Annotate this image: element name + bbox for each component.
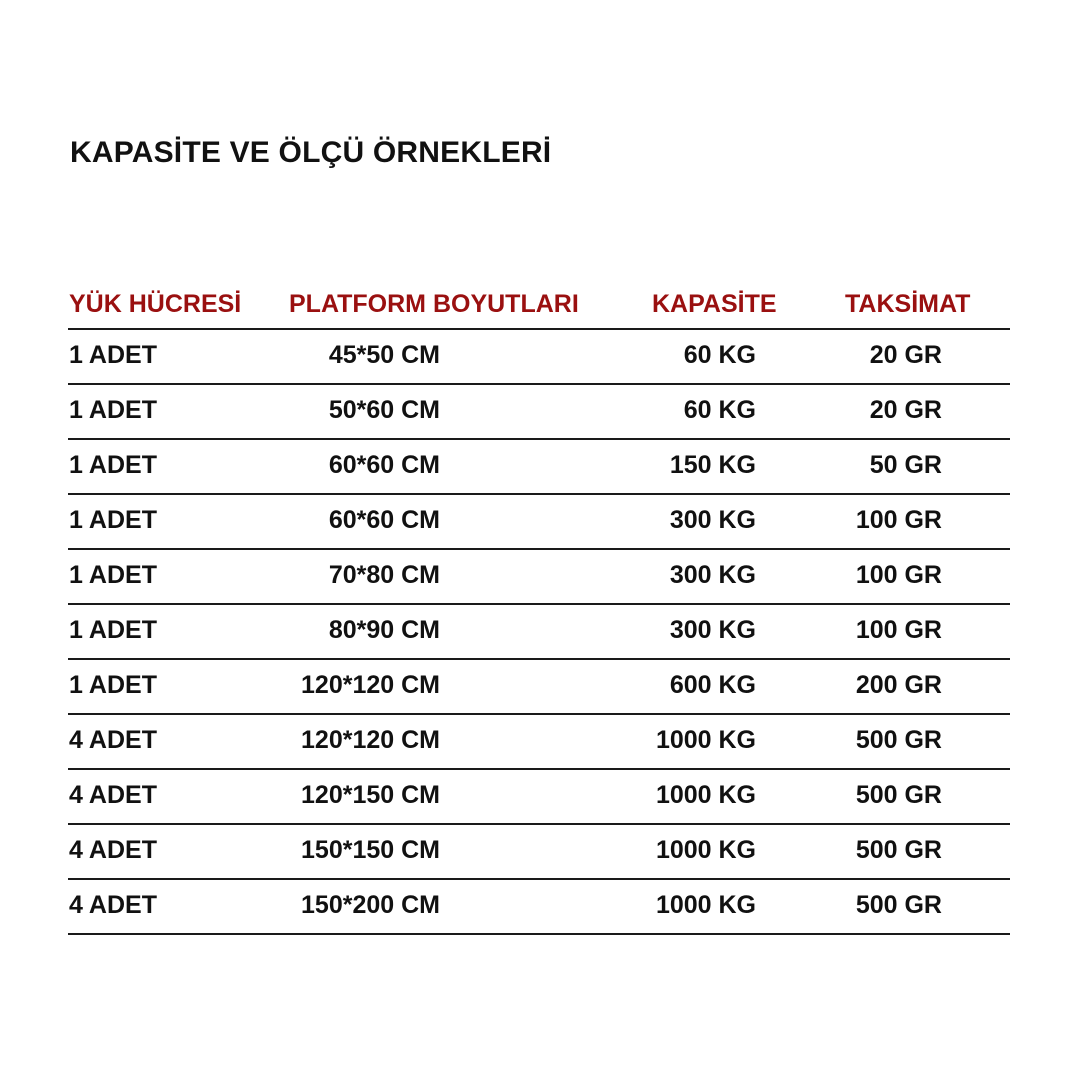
table-row (68, 823, 1010, 878)
cell-platform-size: 60*60 CM (328, 451, 440, 479)
cell-load-cell: 4 ADET (69, 781, 157, 809)
cell-platform-size: 120*120 CM (301, 726, 440, 754)
cell-load-cell: 1 ADET (69, 561, 157, 589)
table-row (68, 878, 1010, 935)
cell-division: 100 GR (855, 616, 942, 644)
table-row (68, 548, 1010, 603)
cell-capacity: 1000 KG (655, 891, 756, 919)
cell-division: 500 GR (855, 836, 942, 864)
header-capacity: KAPASİTE (652, 290, 777, 318)
cell-capacity: 1000 KG (655, 836, 756, 864)
header-load-cell: YÜK HÜCRESİ (69, 290, 242, 318)
cell-capacity: 300 KG (669, 616, 756, 644)
cell-load-cell: 1 ADET (69, 506, 157, 534)
cell-capacity: 300 KG (669, 506, 756, 534)
cell-load-cell: 4 ADET (69, 726, 157, 754)
header-platform-size: PLATFORM BOYUTLARI (289, 290, 579, 318)
cell-division: 200 GR (855, 671, 942, 699)
cell-platform-size: 150*200 CM (301, 891, 440, 919)
table-row (68, 383, 1010, 438)
table-body (68, 328, 1010, 935)
cell-division: 20 GR (869, 341, 942, 369)
cell-division: 20 GR (869, 396, 942, 424)
page-title: KAPASİTE VE ÖLÇÜ ÖRNEKLERİ (70, 136, 552, 169)
cell-division: 100 GR (855, 561, 942, 589)
table-row (68, 768, 1010, 823)
cell-division: 50 GR (869, 451, 942, 479)
table-row (68, 658, 1010, 713)
table-row (68, 713, 1010, 768)
cell-load-cell: 1 ADET (69, 451, 157, 479)
cell-division: 100 GR (855, 506, 942, 534)
cell-capacity: 150 KG (669, 451, 756, 479)
capacity-table (68, 286, 1010, 935)
cell-platform-size: 80*90 CM (328, 616, 440, 644)
cell-capacity: 300 KG (669, 561, 756, 589)
cell-platform-size: 50*60 CM (328, 396, 440, 424)
cell-platform-size: 120*120 CM (301, 671, 440, 699)
cell-load-cell: 4 ADET (69, 836, 157, 864)
table-row (68, 328, 1010, 383)
cell-platform-size: 60*60 CM (328, 506, 440, 534)
cell-load-cell: 1 ADET (69, 341, 157, 369)
cell-platform-size: 150*150 CM (301, 836, 440, 864)
cell-capacity: 600 KG (669, 671, 756, 699)
cell-division: 500 GR (855, 781, 942, 809)
cell-capacity: 1000 KG (655, 781, 756, 809)
cell-capacity: 60 KG (683, 396, 756, 424)
cell-division: 500 GR (855, 891, 942, 919)
cell-capacity: 1000 KG (655, 726, 756, 754)
table-header (68, 286, 1010, 328)
cell-load-cell: 1 ADET (69, 671, 157, 699)
header-division: TAKSİMAT (845, 290, 971, 318)
cell-platform-size: 70*80 CM (328, 561, 440, 589)
cell-load-cell: 1 ADET (69, 616, 157, 644)
cell-load-cell: 1 ADET (69, 396, 157, 424)
table-row (68, 603, 1010, 658)
cell-load-cell: 4 ADET (69, 891, 157, 919)
cell-division: 500 GR (855, 726, 942, 754)
cell-platform-size: 45*50 CM (328, 341, 440, 369)
cell-platform-size: 120*150 CM (301, 781, 440, 809)
table-row (68, 493, 1010, 548)
cell-capacity: 60 KG (683, 341, 756, 369)
table-row (68, 438, 1010, 493)
